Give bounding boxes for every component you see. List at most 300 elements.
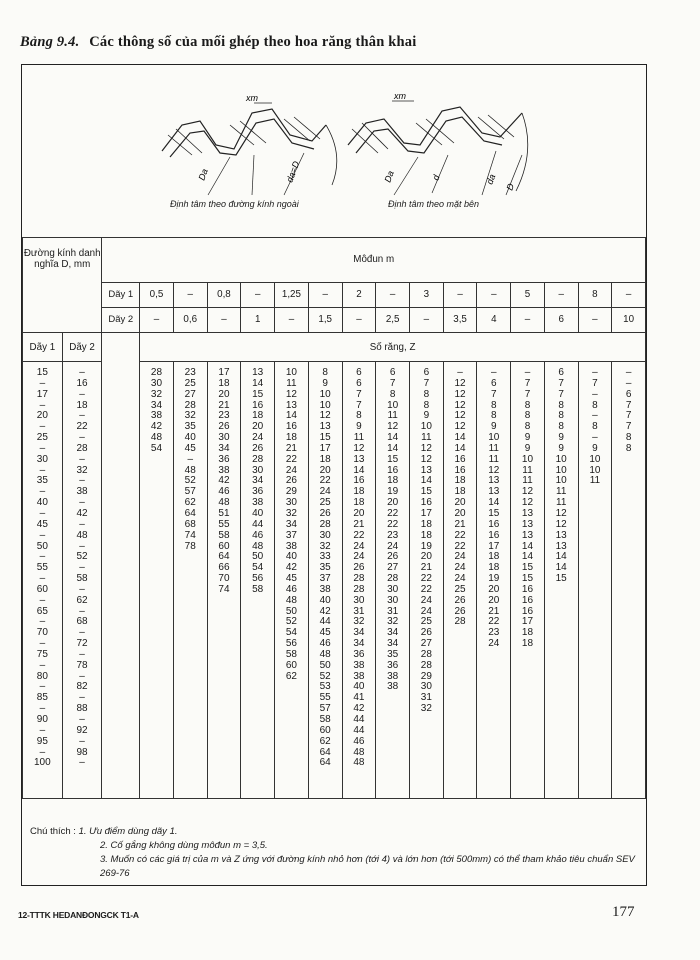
teeth-value: 7	[423, 377, 430, 389]
teeth-value: 8	[491, 410, 497, 422]
module-row-2-label: Dãy 2	[102, 307, 140, 332]
diameter-2-value-10: –	[79, 475, 85, 487]
teeth-value: 62	[184, 497, 196, 509]
diameter-2-value-7: 28	[76, 442, 88, 454]
table-title	[20, 34, 417, 51]
diameter-2-value-25: 72	[76, 638, 88, 650]
right-da-label: Da	[382, 169, 396, 184]
teeth-value: 34	[218, 442, 230, 454]
diameter-2-value-24: –	[79, 627, 85, 639]
teeth-value: 9	[524, 442, 531, 454]
teeth-value: 18	[420, 529, 432, 541]
diameter-series-2	[62, 362, 102, 799]
diameter-1-value-0: 15	[36, 367, 48, 378]
teeth-value: 54	[150, 442, 163, 454]
teeth-value: 23	[218, 410, 230, 422]
teeth-value: 22	[285, 453, 297, 465]
teeth-value: 12	[285, 388, 297, 400]
teeth-value: 6	[491, 377, 497, 389]
module-row-1-value-13: 8	[578, 282, 612, 307]
teeth-value: 18	[353, 497, 365, 509]
diameter-series-1	[23, 362, 63, 799]
teeth-value: 9	[322, 377, 328, 389]
teeth-value: 20	[488, 583, 500, 595]
teeth-value: 46	[285, 583, 297, 595]
teeth-value: 12	[420, 453, 432, 465]
teeth-header: Số răng, Z	[140, 333, 646, 362]
teeth-value: 42	[150, 421, 163, 433]
diameter-1-value-24: 70	[36, 627, 48, 639]
teeth-value: 22	[387, 507, 399, 519]
teeth-value: 56	[285, 638, 297, 650]
right-d-label: d	[430, 173, 442, 182]
teeth-value: 7	[389, 377, 396, 389]
teeth-value: 78	[184, 540, 196, 552]
teeth-value: 7	[524, 377, 531, 389]
module-row-1-value-11: 5	[511, 282, 545, 307]
left-da-label: Da	[196, 167, 210, 182]
teeth-value: 28	[353, 583, 365, 595]
teeth-value: 38	[285, 540, 297, 552]
teeth-value: 30	[218, 432, 230, 444]
teeth-value: 13	[555, 540, 567, 552]
teeth-value: 48	[184, 464, 196, 476]
teeth-value: 12	[521, 497, 534, 509]
diameter-1-value-10: 35	[36, 475, 48, 487]
teeth-value: 14	[521, 540, 534, 552]
teeth-body-row	[23, 362, 646, 799]
teeth-value: 12	[454, 410, 466, 422]
teeth-value: 34	[353, 627, 365, 639]
teeth-value: 19	[420, 540, 432, 552]
teeth-value: 17	[319, 442, 331, 454]
teeth-value: 18	[353, 486, 365, 498]
module-row-2-value-8: –	[410, 307, 444, 332]
module-row-1-value-2: 0,8	[207, 282, 241, 307]
teeth-value: 52	[285, 616, 297, 628]
module-row-2	[23, 307, 646, 332]
teeth-value: 14	[420, 475, 432, 487]
teeth-value: 7	[625, 421, 632, 433]
teeth-value: 16	[488, 518, 500, 530]
diameter-2-value-5: 22	[76, 421, 88, 433]
module-row-2-value-9: 3,5	[443, 307, 477, 332]
diameter-1-value-17: –	[39, 551, 46, 563]
teeth-value: 30	[285, 497, 297, 509]
teeth-value: 26	[387, 551, 399, 563]
teeth-value: 7	[524, 388, 531, 400]
module-row-2-value-12: 6	[544, 307, 578, 332]
teeth-value: 11	[556, 497, 567, 509]
teeth-value: 10	[319, 399, 331, 411]
teeth-value: 38	[387, 681, 399, 693]
teeth-value: 10	[387, 399, 399, 411]
teeth-value: 8	[558, 410, 564, 422]
teeth-value: 48	[218, 497, 230, 509]
teeth-value: 13	[420, 464, 432, 476]
teeth-value: 58	[285, 648, 297, 660]
teeth-value: 8	[592, 421, 598, 433]
teeth-value: 34	[285, 518, 297, 530]
teeth-value: 27	[420, 638, 432, 650]
teeth-value: 26	[218, 421, 230, 433]
teeth-value: 42	[319, 605, 331, 617]
teeth-column-4	[275, 362, 309, 799]
teeth-value: 14	[555, 551, 567, 563]
teeth-value: 10	[319, 388, 331, 400]
teeth-column-8	[410, 362, 444, 799]
module-row-2-value-13: –	[578, 307, 612, 332]
teeth-value: 16	[420, 497, 432, 509]
left-d-label: da=D	[284, 159, 302, 184]
diameter-2-value-22: –	[79, 605, 85, 617]
teeth-value: 15	[521, 562, 534, 574]
teeth-value: 32	[387, 616, 399, 628]
teeth-value: 35	[319, 562, 331, 574]
teeth-value: 30	[387, 583, 399, 595]
teeth-value: 14	[454, 442, 466, 454]
module-row-2-value-7: 2,5	[376, 307, 410, 332]
teeth-value: 17	[420, 507, 432, 519]
diameter-2-value-33: 92	[76, 724, 88, 736]
teeth-value: 14	[387, 442, 399, 454]
teeth-value: 44	[319, 616, 331, 628]
module-row-1-value-6: 2	[342, 282, 376, 307]
module-row-1-value-7: –	[376, 282, 410, 307]
teeth-value: 38	[252, 497, 264, 509]
teeth-value: 52	[184, 475, 196, 487]
teeth-value: 57	[319, 703, 331, 715]
teeth-value: 6	[356, 367, 362, 378]
teeth-value: 8	[558, 421, 564, 433]
teeth-value: 8	[524, 421, 531, 433]
teeth-value: 40	[353, 681, 365, 693]
diameter-2-value-15: 48	[76, 529, 88, 541]
left-xm-label: xm	[246, 93, 258, 103]
module-row-1-value-10: –	[477, 282, 511, 307]
diameter-2-value-16: –	[79, 540, 85, 552]
teeth-value: 38	[150, 410, 163, 422]
diameter-2-value-32: –	[79, 714, 85, 725]
teeth-value: 15	[521, 573, 534, 585]
teeth-value: 68	[184, 518, 196, 530]
teeth-value: 35	[387, 648, 399, 660]
teeth-value: 60	[319, 724, 331, 736]
teeth-value: 44	[353, 714, 365, 725]
teeth-value: 48	[353, 746, 365, 758]
teeth-value: 48	[252, 540, 264, 552]
teeth-value: 32	[285, 507, 297, 519]
diameter-2-value-34: –	[79, 735, 85, 747]
left-spline-profile	[162, 103, 337, 195]
teeth-value: 21	[454, 518, 466, 530]
teeth-value: 36	[387, 659, 399, 671]
teeth-value: 16	[454, 453, 466, 465]
teeth-value: 34	[353, 638, 365, 650]
teeth-value: 32	[420, 703, 432, 715]
teeth-value: 40	[319, 594, 331, 606]
teeth-value: 12	[521, 486, 534, 498]
teeth-value: 32	[353, 616, 365, 628]
diameter-1-value-14: 45	[36, 518, 48, 530]
teeth-value: 45	[319, 627, 331, 639]
teeth-value: –	[592, 388, 598, 400]
teeth-value: 8	[356, 410, 362, 422]
teeth-value: 8	[592, 399, 598, 411]
table-label: Bảng 9.4.	[20, 34, 80, 50]
teeth-value: 13	[319, 421, 331, 433]
diameter-1-value-12: 40	[36, 497, 48, 509]
teeth-value: 14	[454, 432, 466, 444]
teeth-value: 57	[184, 486, 196, 498]
diameter-2-value-1: 16	[76, 377, 88, 389]
teeth-value: 12	[454, 421, 466, 433]
diameter-2-value-4: –	[79, 410, 85, 422]
diameter-1-value-2: 17	[36, 388, 48, 400]
module-row-2-value-0: –	[140, 307, 174, 332]
teeth-value: 8	[524, 410, 531, 422]
spline-figure	[22, 65, 646, 237]
module-row-1-label: Dãy 1	[102, 282, 140, 307]
diameter-1-value-22: 65	[36, 605, 48, 617]
teeth-value: 16	[521, 583, 534, 595]
teeth-value: 15	[420, 486, 432, 498]
teeth-value: 24	[420, 605, 432, 617]
teeth-value: 18	[252, 410, 264, 422]
teeth-value: 16	[521, 594, 534, 606]
teeth-value: 30	[319, 529, 331, 541]
module-row-2-value-2: –	[207, 307, 241, 332]
teeth-column-3	[241, 362, 275, 799]
teeth-value: 14	[353, 464, 365, 476]
diameter-1-value-8: 30	[36, 453, 48, 465]
teeth-value: 18	[521, 638, 534, 650]
teeth-value: 22	[387, 518, 399, 530]
teeth-value: 50	[285, 605, 297, 617]
spline-drawing	[22, 65, 646, 237]
teeth-value: 35	[184, 421, 196, 433]
teeth-value: 11	[522, 464, 533, 476]
teeth-value: 10	[488, 432, 500, 444]
teeth-value: 28	[420, 659, 432, 671]
teeth-value: 9	[558, 442, 564, 454]
right-da2-label: da	[484, 172, 498, 186]
teeth-value: 7	[625, 399, 632, 411]
teeth-value: 16	[521, 605, 534, 617]
teeth-value: 44	[353, 724, 365, 736]
page-number: 177	[612, 904, 635, 920]
teeth-value: 25	[184, 377, 196, 389]
teeth-value: 8	[423, 399, 430, 411]
teeth-value: 27	[387, 562, 399, 574]
note-3: 3. Muốn có các giá trị của m và Z ứng với đường kính nhỏ hơn (tới 4) và lớn hơn (tới 500mm) có thể tham khảo tiêu chuẩn SEV 269-76	[100, 854, 635, 879]
teeth-value: 30	[252, 464, 264, 476]
teeth-value: 14	[555, 562, 567, 574]
teeth-value: 23	[488, 627, 500, 639]
teeth-value: 7	[356, 388, 362, 400]
teeth-value: 18	[454, 475, 466, 487]
teeth-value: –	[491, 367, 497, 378]
teeth-value: 20	[387, 497, 399, 509]
teeth-value: 10	[555, 475, 567, 487]
teeth-value: 64	[218, 551, 230, 563]
diameter-2-value-20: –	[79, 583, 85, 595]
teeth-value: 13	[555, 529, 567, 541]
teeth-value: 12	[488, 464, 500, 476]
diameter-2-value-30: –	[79, 692, 85, 704]
teeth-value: 54	[285, 627, 297, 639]
teeth-value: 22	[454, 529, 466, 541]
diameter-1-value-1: –	[39, 377, 46, 389]
teeth-value: 10	[589, 453, 601, 465]
teeth-value: 56	[252, 573, 264, 585]
teeth-value: 20	[319, 464, 331, 476]
teeth-value: 24	[454, 573, 466, 585]
teeth-value: 8	[625, 442, 632, 454]
teeth-value: 11	[488, 453, 499, 465]
teeth-value: –	[457, 367, 463, 378]
diameter-2-value-11: 38	[76, 486, 88, 498]
diameter-2-value-0: –	[79, 367, 85, 378]
teeth-value: 21	[218, 399, 230, 411]
teeth-value: 30	[353, 594, 365, 606]
teeth-value: 66	[218, 562, 230, 574]
teeth-value: 21	[353, 518, 365, 530]
teeth-value: 9	[356, 421, 362, 433]
diameter-2-value-27: 78	[76, 659, 88, 671]
module-row-1	[23, 282, 646, 307]
teeth-value: 26	[285, 475, 297, 487]
teeth-column-11	[511, 362, 545, 799]
teeth-value: 62	[319, 735, 331, 747]
diameter-2-value-18: –	[79, 562, 85, 574]
teeth-value: 11	[353, 432, 365, 444]
teeth-value: 48	[285, 594, 297, 606]
teeth-value: 38	[353, 670, 365, 682]
diameter-2-value-8: –	[79, 453, 85, 465]
teeth-value: 50	[319, 659, 331, 671]
diameter-1-value-32: 90	[36, 714, 48, 725]
teeth-value: 18	[387, 475, 399, 487]
teeth-value: 20	[420, 551, 432, 563]
teeth-value: 24	[454, 562, 466, 574]
diameter-1-value-4: 20	[36, 410, 48, 422]
teeth-value: 23	[184, 367, 196, 378]
teeth-value: 30	[420, 681, 432, 693]
module-row-2-value-3: 1	[241, 307, 275, 332]
module-row-2-value-5: 1,5	[308, 307, 342, 332]
teeth-value: 11	[286, 377, 297, 389]
teeth-value: 14	[521, 551, 534, 563]
teeth-value: 10	[521, 453, 534, 465]
diameter-1-value-36: 100	[34, 757, 51, 769]
diameter-2-value-17: 52	[76, 551, 88, 563]
teeth-value: 24	[319, 486, 331, 498]
teeth-value: 20	[353, 507, 365, 519]
teeth-value: 24	[387, 540, 399, 552]
teeth-column-9	[443, 362, 477, 799]
teeth-value: 13	[285, 399, 297, 411]
teeth-value: 74	[184, 529, 196, 541]
teeth-value: 8	[558, 399, 564, 411]
teeth-column-7	[376, 362, 410, 799]
teeth-value: 45	[184, 442, 196, 454]
diameter-1-value-25: –	[39, 638, 46, 650]
note-2: 2. Cố gắng không dùng môđun m = 3,5.	[100, 840, 268, 851]
teeth-value: 15	[319, 432, 331, 444]
diameter-1-value-16: 50	[36, 540, 48, 552]
diameter-1-value-31: –	[39, 703, 46, 715]
diameter-1-value-34: 95	[36, 735, 48, 747]
left-figure-caption: Định tâm theo đường kính ngoài	[170, 199, 299, 209]
teeth-value: 7	[558, 388, 564, 400]
teeth-value: 38	[319, 583, 331, 595]
teeth-value: 18	[319, 453, 331, 465]
teeth-value: 62	[285, 670, 297, 682]
d1-label: Dãy 1	[23, 333, 63, 362]
teeth-column-1	[173, 362, 207, 799]
teeth-value: 13	[488, 486, 500, 498]
teeth-value: 23	[387, 529, 399, 541]
teeth-value: 58	[319, 714, 331, 725]
teeth-value: 34	[150, 399, 163, 411]
diameter-1-value-6: 25	[36, 432, 48, 444]
diameter-1-value-18: 55	[36, 562, 48, 574]
table-frame	[21, 64, 647, 886]
diameter-1-value-33: –	[39, 724, 46, 736]
diameter-1-value-23: –	[39, 616, 46, 628]
diameter-2-value-31: 88	[76, 703, 88, 715]
teeth-value: 46	[319, 638, 331, 650]
teeth-value: 14	[488, 497, 500, 509]
diameter-1-value-29: –	[39, 681, 46, 693]
teeth-value: 22	[420, 583, 432, 595]
teeth-value: 42	[285, 562, 297, 574]
teeth-value: 31	[353, 605, 365, 617]
teeth-value: 20	[252, 421, 264, 433]
diameter-2-value-13: 42	[76, 507, 88, 519]
right-figure-caption: Định tâm theo mặt bên	[388, 199, 480, 209]
teeth-value: 7	[491, 388, 497, 400]
teeth-value: 24	[488, 638, 500, 650]
diameter-1-value-5: –	[39, 421, 46, 433]
teeth-value: 10	[555, 453, 567, 465]
diameter-1-value-19: –	[39, 573, 46, 585]
module-row-2-value-11: –	[511, 307, 545, 332]
teeth-value: 8	[524, 399, 531, 411]
teeth-value: –	[625, 377, 632, 389]
teeth-value: 10	[555, 464, 567, 476]
teeth-value: 36	[218, 453, 230, 465]
teeth-value: 15	[488, 507, 500, 519]
teeth-value: 12	[420, 442, 432, 454]
teeth-value: 36	[353, 648, 365, 660]
teeth-value: 58	[252, 583, 264, 595]
teeth-value: 34	[387, 627, 399, 639]
teeth-value: 19	[488, 573, 500, 585]
teeth-value: 34	[387, 638, 399, 650]
teeth-value: 26	[420, 627, 432, 639]
teeth-value: 6	[356, 377, 362, 389]
teeth-value: 52	[319, 670, 331, 682]
teeth-value: 55	[319, 692, 331, 704]
teeth-value: 42	[353, 703, 365, 715]
teeth-column-0	[140, 362, 174, 799]
diameter-2-value-19: 58	[76, 573, 88, 585]
teeth-value: 11	[387, 410, 398, 422]
teeth-value: 13	[521, 507, 534, 519]
teeth-value: 46	[353, 735, 365, 747]
